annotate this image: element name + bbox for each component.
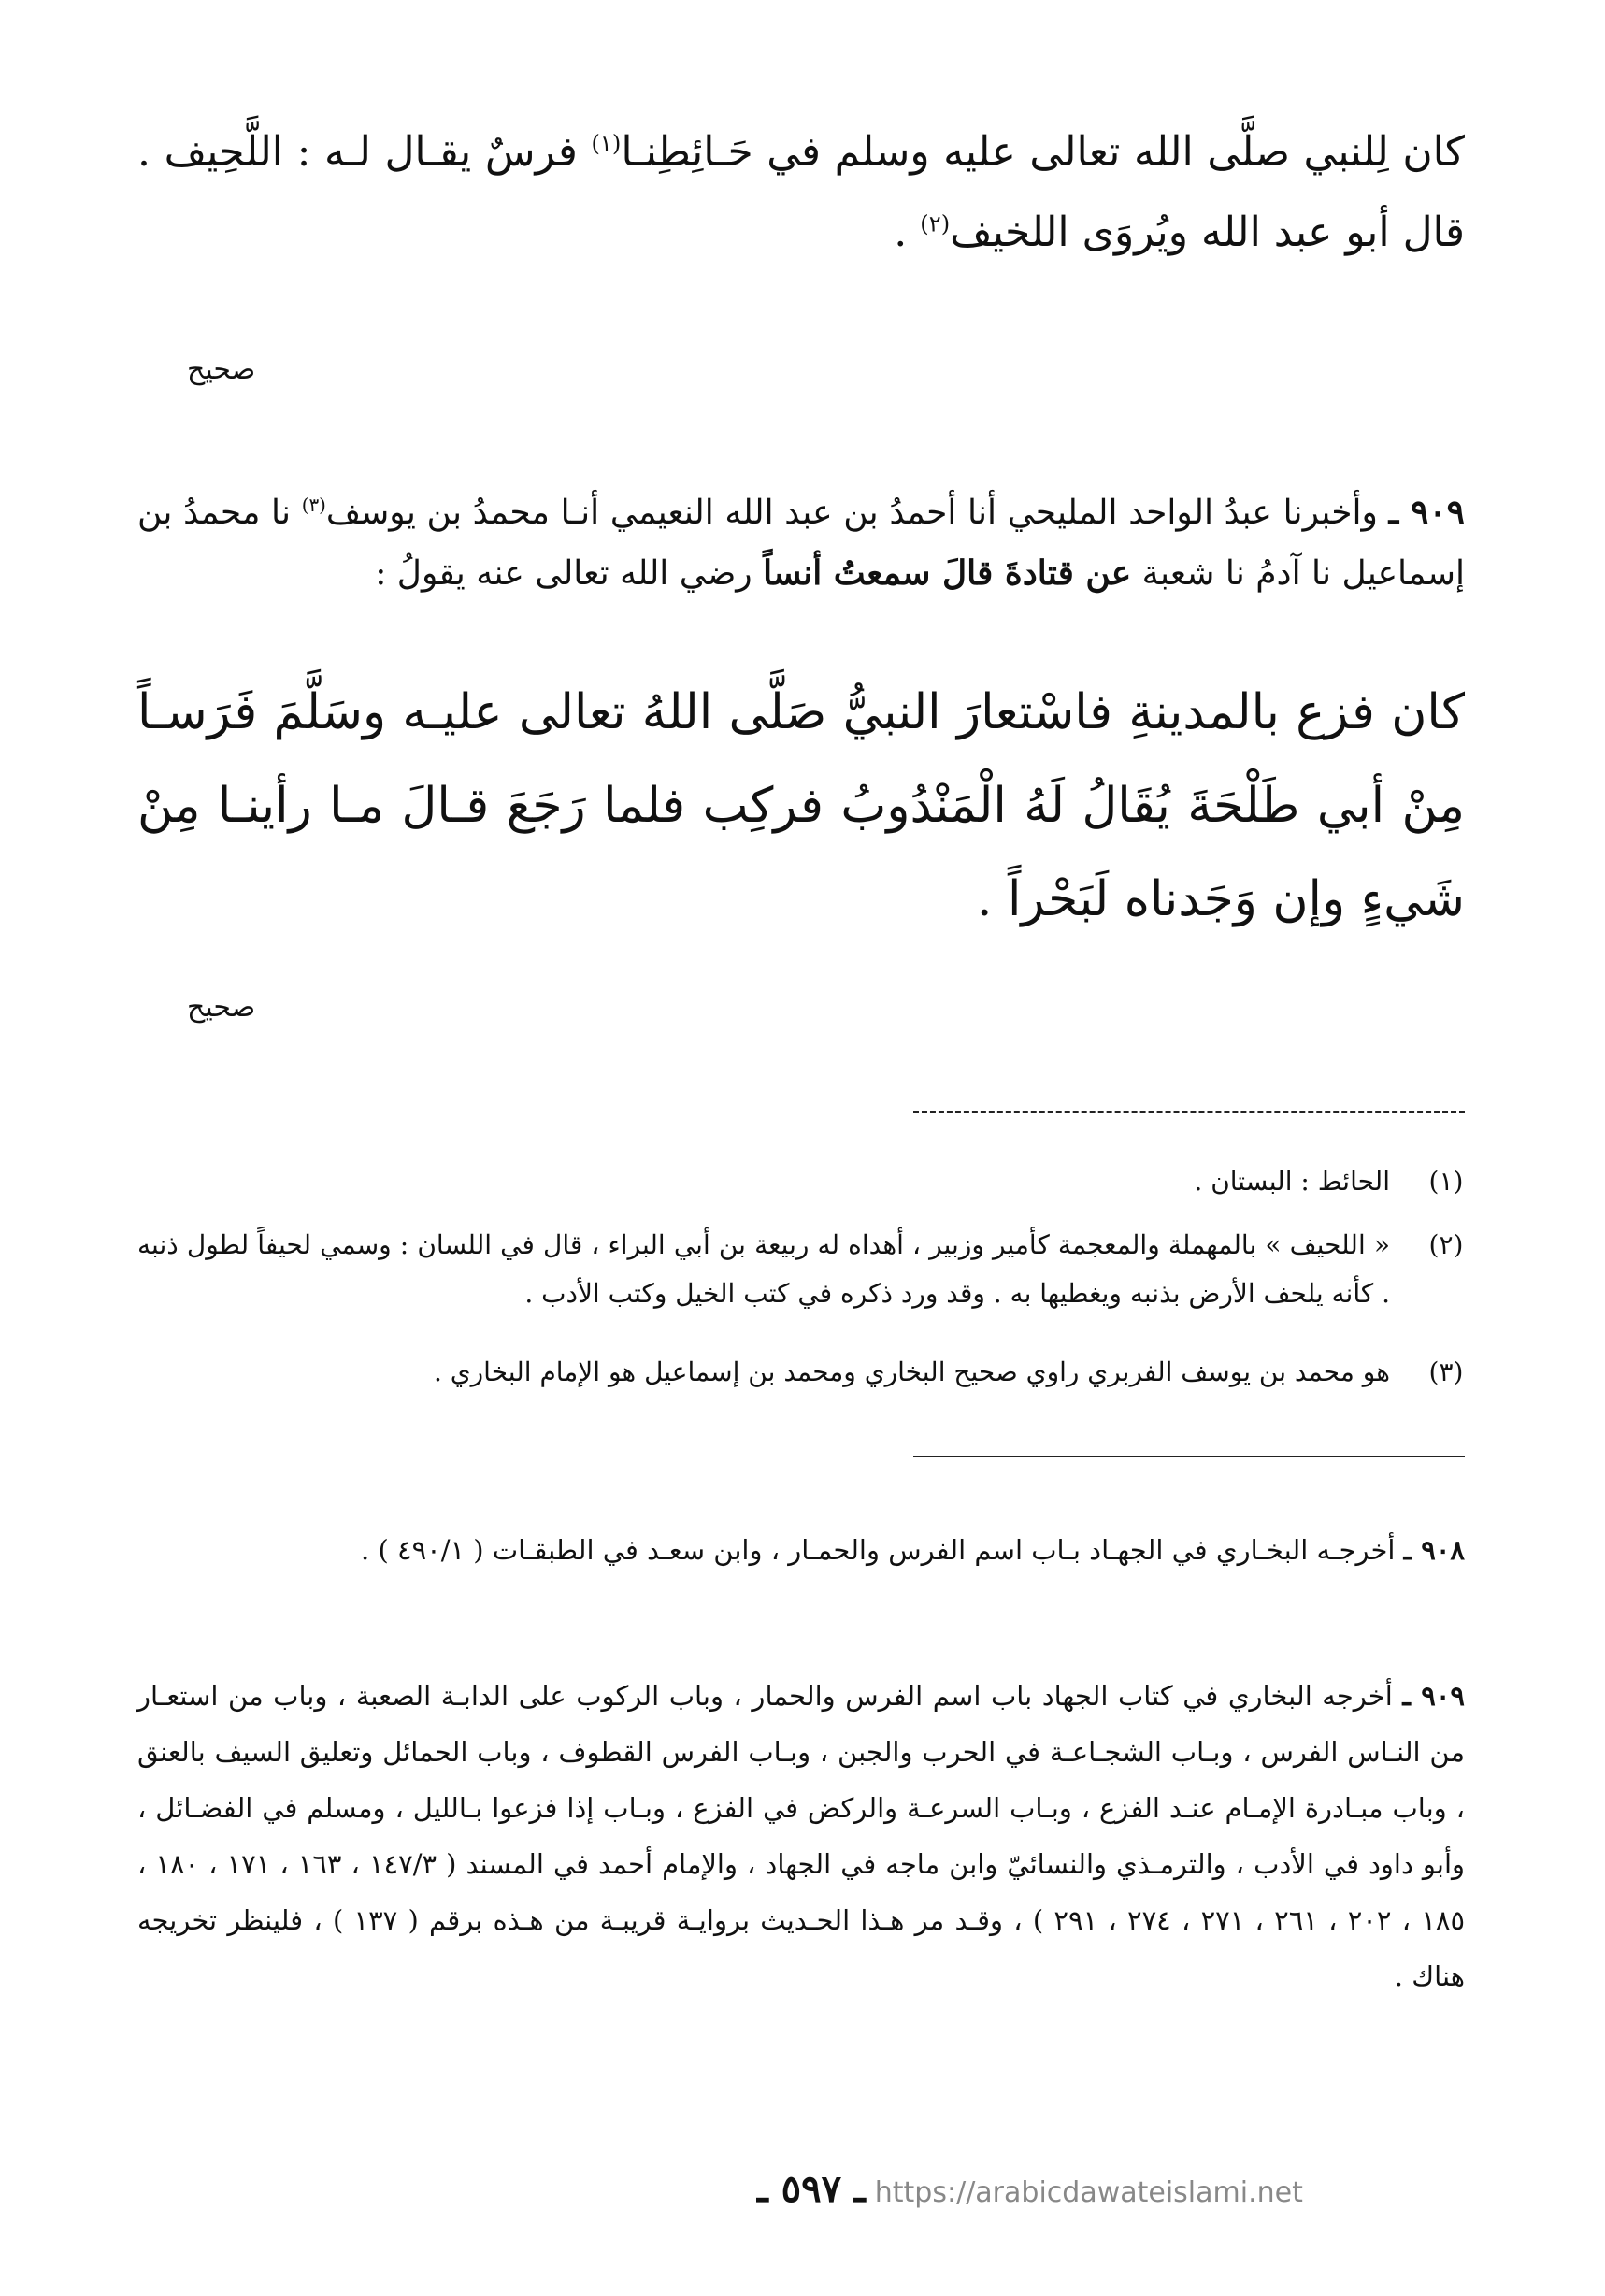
footnote-ref-1[interactable]: (١) <box>591 130 622 157</box>
takhrij-909-number: ٩٠٩ ـ <box>1402 1680 1465 1712</box>
footnote-ref-3[interactable]: (٣) <box>301 495 326 516</box>
footnote-2 <box>137 1221 1465 1318</box>
hadith-909-number: ٩٠٩ ـ <box>1388 493 1465 532</box>
hadith-909-isnad-a: وأخبرنا عبدُ الواحد المليحي أنا أحمدُ بن عبد الله النعيمي أنـا محمدُ بن يوسف <box>325 494 1389 532</box>
footnote-2-number: (٢) <box>1428 1229 1464 1260</box>
hadith-909-isnad-b: نا محمدُ بن إسماعيل نا آدمُ نا شعبة <box>137 494 1465 593</box>
footnote-rule <box>913 1456 1465 1457</box>
footnote-ref-2[interactable]: (٢) <box>920 210 951 237</box>
takhrij-909-text: أخرجه البخاري في كتاب الجهاد باب اسم الفرس والحمار ، وباب الركوب على الدابـة الصعبة ، وباب من استعـار من النـاس الفرس ، وبـاب الشجـاعـة في الحرب والجبن ، وبـاب الفرس القطوف ، وباب الحمائل وتعليق السيف بالعنق ، وباب مبـادرة الإمـام عنـد الفزع ، وبـاب السرعـة والركض في الفزع ، وبـاب إذا فزعوا بـالليل ، ومسلم في الفضـائل ، وأبو داود في الأدب ، والترمـذي والنسائيّ وابن ماجه في الجهاد ، والإمام أحمد في المسند ( ١٤٧/٣ ، ١٦٣ ، ١٧١ ، ١٨٠ ، ١٨٥ ، ٢٠٢ ، ٢٦١ ، ٢٧١ ، ٢٧٤ ، ٢٩١ ) ، وقـد مر هـذا الحـديث بروايـة قريبـة من هـذه برقم ( ١٣٧ ) ، فلينظر تخريجه هناك . <box>137 1680 1466 1992</box>
hadith-908-text <box>137 112 1465 273</box>
footnote-2-text: « اللحيف » بالمهملة والمعجمة كأمير وزبير ، أهداه له ربيعة بن أبي البراء ، قال في اللسان : وسمي لحيفاً لطول ذنبه . كأنه يلحف الأرض بذنبه ويغطيها به . وقد ورد ذكره في كتب الخيل وكتب الأدب . <box>137 1229 1390 1309</box>
takhrij-908 <box>137 1522 1465 1578</box>
hadith-908-text-b: فرسٌ يقـال لـه : اللَّحِيف . قال أبو عبد الله ويُروَى اللخيف <box>137 128 1465 256</box>
grade-label-2: صحيح <box>187 991 256 1024</box>
footnote-1-text: الحائط : البستان . <box>1194 1166 1390 1197</box>
page-number: ـ ٥٩٧ ـ <box>757 2167 866 2211</box>
takhrij-908-text: أخرجـه البخـاري في الجهـاد بـاب اسم الفرس والحمـار ، وابن سعـد في الطبقـات ( ٤٩٠/١ ) . <box>361 1534 1404 1566</box>
hadith-909-isnad <box>137 482 1465 604</box>
hadith-909-matn: كان فزع بالمدينةِ فاسْتعارَ النبيُّ صَلَّى اللهُ تعالى عليـه وسَلَّمَ فَرَسـاً مِنْ أبي طَلْحَةَ يُقَالُ لَهُ الْمَنْدُوبُ فركِب فلما رَجَعَ قـالَ مـا رأينـا مِنْ شَيءٍ وإن وَجَدناه لَبَحْراً . <box>137 684 1465 927</box>
page-footer <box>757 2167 1412 2211</box>
footnote-1-number: (١) <box>1428 1166 1464 1197</box>
hadith-908-text-a: كان لِلنبي صلَّى الله تعالى عليه وسلم في حَـائِطِنـا <box>621 128 1465 176</box>
grade-label-1: صحيح <box>187 353 256 386</box>
footnote-1 <box>137 1157 1465 1206</box>
takhrij-909 <box>137 1668 1465 2004</box>
hadith-908-text-c: . <box>894 208 921 256</box>
hadith-909-isnad-c: رضي الله تعالى عنه يقولُ : <box>375 554 764 593</box>
footnote-3-number: (٣) <box>1428 1356 1464 1387</box>
takhrij-908-number: ٩٠٨ ـ <box>1403 1534 1465 1566</box>
footnote-3 <box>137 1348 1465 1397</box>
footnote-3-text: هو محمد بن يوسف الفربري راوي صحيح البخاري ومحمد بن إسماعيل هو الإمام البخاري . <box>433 1356 1390 1387</box>
source-url[interactable]: https://arabicdawateislami.net <box>874 2176 1303 2209</box>
hadith-909-isnad-bold: عن قتادةَ قالَ سمعتُ أنساً <box>763 553 1132 593</box>
dashed-separator <box>913 1111 1465 1113</box>
